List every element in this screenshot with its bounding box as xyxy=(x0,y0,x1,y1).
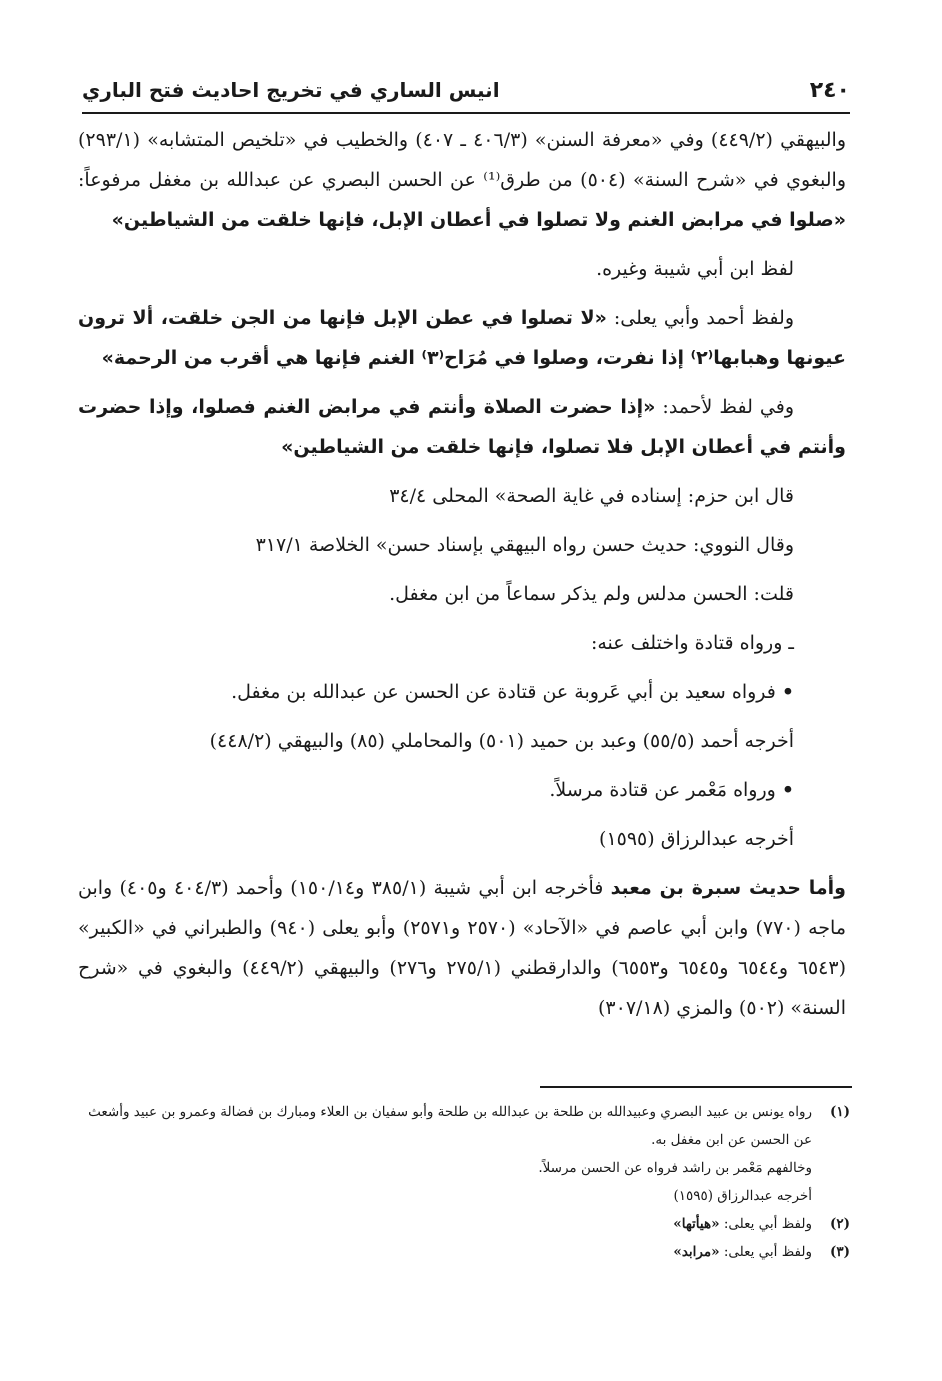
page-number: ٢٤٠ xyxy=(809,77,850,103)
footnote-3 xyxy=(80,1238,850,1266)
footnote-number: (٢) xyxy=(829,1216,850,1232)
footnote-body xyxy=(80,1238,812,1266)
bullet-saeed-text: فرواه سعيد بن أبي عَروبة عن قتادة عن الحسن عن عبدالله بن مغفل. xyxy=(231,681,776,703)
footnote-2-quote: «هيأتها» xyxy=(673,1216,720,1232)
footnote-number: (٣) xyxy=(829,1244,850,1260)
footnote-1-line-1: رواه يونس بن عبيد البصري وعبيدالله بن طلحة بن عبدالله بن طلحة وأبو سفيان بن العلاء ومبارك بن فضالة وعمرو بن عبيد وأشعث عن الحسن عن ابن مغفل به. xyxy=(88,1104,812,1148)
paragraph-3 xyxy=(78,298,846,378)
paragraph-4-hadith: «إذا حضرت الصلاة وأنتم في مرابض الغنم فصلوا، وإذا حضرت وأنتم في أعطان الإبل فلا تصلوا، فإنها خلقت من الشياطين» xyxy=(78,396,846,458)
paragraph-sabrah-heading: وأما حديث سبرة بن معبد xyxy=(610,877,846,899)
footnote-2-text xyxy=(80,1210,812,1238)
line-abdurrazzaq: أخرجه عبدالرزاق (١٥٩٥) xyxy=(599,828,794,850)
footnote-1 xyxy=(80,1098,850,1210)
footnotes xyxy=(80,1098,850,1266)
line-nawawi: وقال النووي: حديث حسن رواه البيهقي بإسناد حسن» الخلاصة ٣١٧/١ xyxy=(255,534,794,556)
page-header xyxy=(82,70,850,110)
footnote-body xyxy=(80,1210,812,1238)
line-ibn-hazm: قال ابن حزم: إسناده في غاية الصحة» المحلى ٣٤/٤ xyxy=(389,485,794,507)
paragraph-sabrah-text: فأخرجه ابن أبي شيبة (٣٨٥/١ و١٥٠/١٤) وأحمد (٤٠٤/٣ و٤٠٥) وابن ماجه (٧٧٠) وابن أبي عاصم في «الآحاد» (٢٥٧٠ و٢٥٧١) وأبو يعلى (٩٤٠) والطبراني في «الكبير» (٦٥٤٣ و٦٥٤٤ و٦٥٤٥ و٦٥٥٣) والدارقطني (٢٧٥/١ و٢٧٦) والبيهقي (٤٤٩/٢) والبغوي في «شرح السنة» (٥٠٢) والمزي (٣٠٧/١٨) xyxy=(78,877,847,1019)
line-ibn-abi-shaybah: لفظ ابن أبي شيبة وغيره. xyxy=(596,258,794,280)
bullet-mamar xyxy=(78,770,846,811)
line-ahmad-takhrij: أخرجه أحمد (٥٥/٥) وعبد بن حميد (٥٠١) والمحاملي (٨٥) والبيهقي (٤٤٨/٢) xyxy=(209,730,794,752)
paragraph-1-text: والبيهقي (٤٤٩/٢) وفي «معرفة السنن» (٤٠٦/٣ ـ ٤٠٧) والخطيب في «تلخيص المتشابه» (٢٩٣/١) والبغوي في «شرح السنة» (٥٠٤) من طرق⁽¹⁾ عن الحسن البصري عن عبدالله بن مغفل مرفوعاً: xyxy=(78,129,847,191)
footnote-1-line-3: أخرجه عبدالرزاق (١٥٩٥) xyxy=(673,1188,812,1204)
footnote-3-lead: ولفظ أبي يعلى: xyxy=(719,1244,812,1260)
paragraph-1 xyxy=(78,120,846,240)
paragraph-sabrah xyxy=(78,868,846,1028)
bullet-mamar-text: ورواه مَعْمر عن قتادة مرسلاً. xyxy=(549,779,776,801)
footnote-3-text xyxy=(80,1238,812,1266)
paragraph-1-hadith: «صلوا في مرابض الغنم ولا تصلوا في أعطان الإبل، فإنها خلقت من الشياطين» xyxy=(111,209,846,231)
footnote-body xyxy=(80,1098,812,1210)
footnote-3-quote: «مرابد» xyxy=(673,1244,720,1260)
paragraph-4-text: وفي لفظ لأحمد: xyxy=(655,396,794,418)
paragraph-3-hadith: «لا تصلوا في عطن الإبل فإنها من الجن خلقت، ألا ترون عيونها وهبابها⁽٢⁾ إذا نفرت، وصلوا في مُرَاح⁽٣⁾ الغنم فإنها هي أقرب من الرحمة» xyxy=(78,307,846,369)
header-rule xyxy=(82,112,850,114)
bullet-saeed xyxy=(78,672,846,713)
running-title: انيس الساري في تخريج احاديث فتح الباري xyxy=(82,78,500,102)
paragraph-4 xyxy=(78,387,846,467)
line-qatadah: ـ ورواه قتادة واختلف عنه: xyxy=(590,632,794,654)
bullet-glyph: • xyxy=(781,779,794,801)
footnote-2 xyxy=(80,1210,850,1238)
footnote-rule xyxy=(540,1086,852,1088)
footnote-number: (١) xyxy=(829,1104,850,1120)
footnote-2-lead: ولفظ أبي يعلى: xyxy=(719,1216,812,1232)
line-qultu: قلت: الحسن مدلس ولم يذكر سماعاً من ابن مغفل. xyxy=(389,583,794,605)
main-text xyxy=(78,120,846,1037)
bullet-glyph: • xyxy=(781,681,794,703)
paragraph-3-text: ولفظ أحمد وأبي يعلى: xyxy=(606,307,794,329)
footnote-1-line-2: وخالفهم مَعْمر بن راشد فرواه عن الحسن مرسلاً. xyxy=(538,1160,812,1176)
